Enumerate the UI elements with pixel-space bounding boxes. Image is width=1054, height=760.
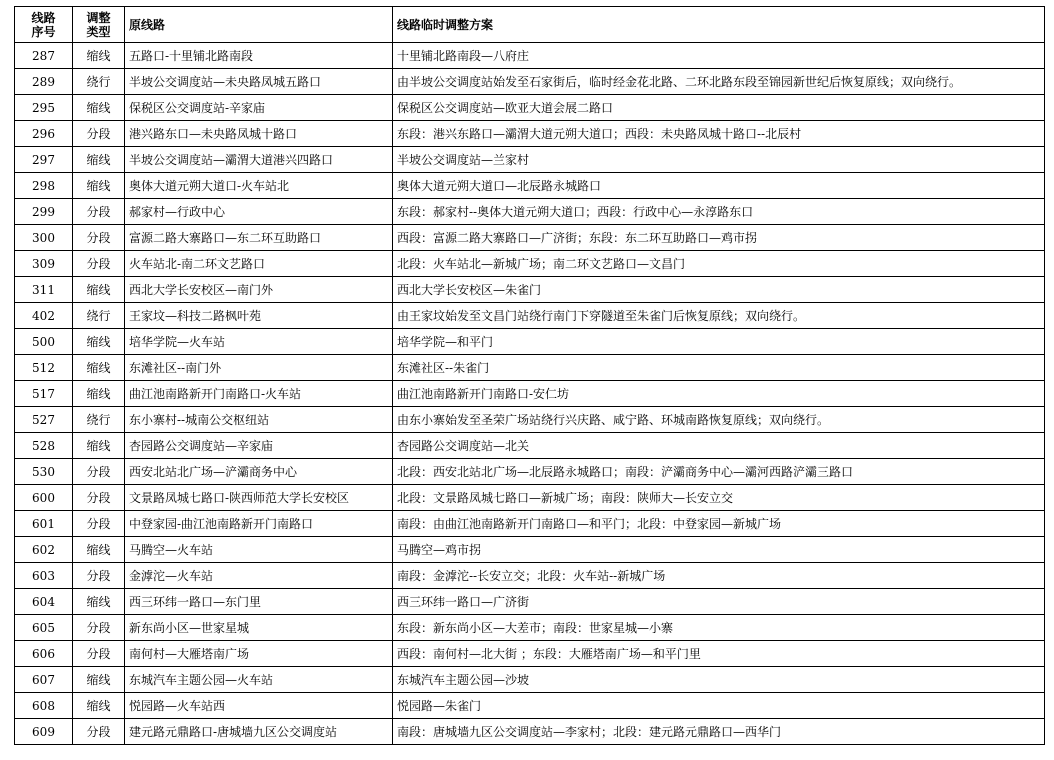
cell-original-route: 半坡公交调度站—灞渭大道港兴四路口 (125, 147, 393, 173)
cell-original-route: 西北大学长安校区—南门外 (125, 277, 393, 303)
cell-route-number: 287 (15, 43, 73, 69)
table-header (15, 7, 1045, 43)
header-row (15, 7, 1045, 43)
cell-route-number: 300 (15, 225, 73, 251)
cell-temporary-plan: 西段：富源二路大寨路口—广济街；东段：东二环互助路口—鸡市拐 (393, 225, 1045, 251)
cell-route-number: 603 (15, 563, 73, 589)
cell-temporary-plan: 东段：港兴东路口—灞渭大道元朔大道口；西段：未央路凤城十路口--北辰村 (393, 121, 1045, 147)
table-row (15, 199, 1045, 225)
cell-route-number: 606 (15, 641, 73, 667)
table-row (15, 511, 1045, 537)
cell-adjustment-type: 缩线 (73, 95, 125, 121)
cell-temporary-plan: 由王家坟始发至文昌门站绕行南门下穿隧道至朱雀门后恢复原线；双向绕行。 (393, 303, 1045, 329)
cell-temporary-plan: 由东小寨始发至圣荣广场站绕行兴庆路、咸宁路、环城南路恢复原线；双向绕行。 (393, 407, 1045, 433)
table-row (15, 69, 1045, 95)
cell-temporary-plan: 西三环纬一路口—广济街 (393, 589, 1045, 615)
cell-adjustment-type: 绕行 (73, 303, 125, 329)
cell-route-number: 608 (15, 693, 73, 719)
header-route-number-line1: 线路 (31, 10, 56, 25)
table-row (15, 225, 1045, 251)
cell-route-number: 602 (15, 537, 73, 563)
cell-adjustment-type: 分段 (73, 641, 125, 667)
cell-route-number: 601 (15, 511, 73, 537)
cell-adjustment-type: 分段 (73, 615, 125, 641)
cell-original-route: 金滹沱—火车站 (125, 563, 393, 589)
cell-adjustment-type: 分段 (73, 225, 125, 251)
cell-adjustment-type: 分段 (73, 199, 125, 225)
cell-temporary-plan: 保税区公交调度站—欧亚大道会展二路口 (393, 95, 1045, 121)
cell-original-route: 杏园路公交调度站—辛家庙 (125, 433, 393, 459)
cell-adjustment-type: 缩线 (73, 355, 125, 381)
cell-original-route: 南何村—大雁塔南广场 (125, 641, 393, 667)
cell-route-number: 299 (15, 199, 73, 225)
cell-route-number: 309 (15, 251, 73, 277)
cell-adjustment-type: 分段 (73, 121, 125, 147)
cell-route-number: 500 (15, 329, 73, 355)
table-row (15, 251, 1045, 277)
cell-route-number: 311 (15, 277, 73, 303)
header-original-route: 原线路 (125, 7, 393, 43)
cell-adjustment-type: 缩线 (73, 667, 125, 693)
header-route-number (15, 7, 73, 43)
cell-adjustment-type: 缩线 (73, 277, 125, 303)
route-adjustment-table (14, 6, 1045, 745)
cell-route-number: 295 (15, 95, 73, 121)
cell-temporary-plan: 杏园路公交调度站—北关 (393, 433, 1045, 459)
header-adjustment-type (73, 7, 125, 43)
cell-temporary-plan: 悦园路—朱雀门 (393, 693, 1045, 719)
cell-route-number: 517 (15, 381, 73, 407)
cell-adjustment-type: 分段 (73, 251, 125, 277)
cell-route-number: 296 (15, 121, 73, 147)
cell-route-number: 530 (15, 459, 73, 485)
cell-adjustment-type: 分段 (73, 485, 125, 511)
cell-temporary-plan: 马腾空—鸡市拐 (393, 537, 1045, 563)
table-row (15, 95, 1045, 121)
cell-adjustment-type: 绕行 (73, 69, 125, 95)
cell-adjustment-type: 缩线 (73, 173, 125, 199)
table-row (15, 537, 1045, 563)
cell-temporary-plan: 半坡公交调度站—兰家村 (393, 147, 1045, 173)
cell-temporary-plan: 东段：新东尚小区—大差市；南段：世家星城—小寨 (393, 615, 1045, 641)
cell-original-route: 五路口-十里铺北路南段 (125, 43, 393, 69)
cell-temporary-plan: 西北大学长安校区—朱雀门 (393, 277, 1045, 303)
cell-original-route: 富源二路大寨路口—东二环互助路口 (125, 225, 393, 251)
table-row (15, 407, 1045, 433)
cell-adjustment-type: 分段 (73, 511, 125, 537)
cell-temporary-plan: 十里铺北路南段—八府庄 (393, 43, 1045, 69)
cell-route-number: 298 (15, 173, 73, 199)
cell-route-number: 605 (15, 615, 73, 641)
cell-adjustment-type: 缩线 (73, 589, 125, 615)
header-adjustment-type-line2: 类型 (86, 24, 111, 39)
cell-temporary-plan: 北段：文景路凤城七路口—新城广场；南段：陕师大—长安立交 (393, 485, 1045, 511)
table-row (15, 147, 1045, 173)
table-row (15, 615, 1045, 641)
cell-original-route: 半坡公交调度站—未央路凤城五路口 (125, 69, 393, 95)
table-row (15, 641, 1045, 667)
cell-original-route: 建元路元鼎路口-唐城墙九区公交调度站 (125, 719, 393, 745)
cell-adjustment-type: 分段 (73, 563, 125, 589)
table-row (15, 433, 1045, 459)
cell-original-route: 王家坟—科技二路枫叶苑 (125, 303, 393, 329)
cell-original-route: 郝家村—行政中心 (125, 199, 393, 225)
cell-temporary-plan: 由半坡公交调度站始发至石家街后，临时经金花北路、二环北路东段至锦园新世纪后恢复原线；双向绕行。 (393, 69, 1045, 95)
cell-route-number: 600 (15, 485, 73, 511)
cell-route-number: 528 (15, 433, 73, 459)
cell-temporary-plan: 南段：由曲江池南路新开门南路口—和平门；北段：中登家园—新城广场 (393, 511, 1045, 537)
cell-temporary-plan: 培华学院—和平门 (393, 329, 1045, 355)
cell-adjustment-type: 缩线 (73, 537, 125, 563)
cell-adjustment-type: 缩线 (73, 147, 125, 173)
table-row (15, 589, 1045, 615)
cell-route-number: 609 (15, 719, 73, 745)
cell-temporary-plan: 东城汽车主题公园—沙坡 (393, 667, 1045, 693)
cell-adjustment-type: 分段 (73, 719, 125, 745)
cell-temporary-plan: 东滩社区--朱雀门 (393, 355, 1045, 381)
table-row (15, 43, 1045, 69)
cell-original-route: 中登家园-曲江池南路新开门南路口 (125, 511, 393, 537)
cell-original-route: 东城汽车主题公园—火车站 (125, 667, 393, 693)
cell-original-route: 西安北站北广场—浐灞商务中心 (125, 459, 393, 485)
cell-temporary-plan: 南段：唐城墙九区公交调度站—李家村；北段：建元路元鼎路口—西华门 (393, 719, 1045, 745)
table-row (15, 693, 1045, 719)
table-body (15, 43, 1045, 745)
cell-route-number: 527 (15, 407, 73, 433)
cell-original-route: 保税区公交调度站-辛家庙 (125, 95, 393, 121)
cell-original-route: 培华学院—火车站 (125, 329, 393, 355)
table-row (15, 719, 1045, 745)
cell-route-number: 607 (15, 667, 73, 693)
cell-adjustment-type: 缩线 (73, 693, 125, 719)
cell-temporary-plan: 东段：郝家村--奥体大道元朔大道口；西段：行政中心—永淳路东口 (393, 199, 1045, 225)
table-row (15, 381, 1045, 407)
cell-temporary-plan: 奥体大道元朔大道口—北辰路永城路口 (393, 173, 1045, 199)
table-row (15, 277, 1045, 303)
header-temporary-plan: 线路临时调整方案 (393, 7, 1045, 43)
cell-original-route: 西三环纬一路口—东门里 (125, 589, 393, 615)
table-row (15, 329, 1045, 355)
cell-temporary-plan: 北段：火车站北—新城广场；南二环文艺路口—文昌门 (393, 251, 1045, 277)
cell-original-route: 东小寨村--城南公交枢纽站 (125, 407, 393, 433)
cell-route-number: 297 (15, 147, 73, 173)
cell-adjustment-type: 缩线 (73, 433, 125, 459)
header-route-number-line2: 序号 (31, 24, 56, 39)
cell-original-route: 新东尚小区—世家星城 (125, 615, 393, 641)
cell-adjustment-type: 缩线 (73, 381, 125, 407)
cell-original-route: 火车站北-南二环文艺路口 (125, 251, 393, 277)
table-row (15, 563, 1045, 589)
cell-original-route: 悦园路—火车站西 (125, 693, 393, 719)
cell-original-route: 文景路凤城七路口-陕西师范大学长安校区 (125, 485, 393, 511)
table-row (15, 173, 1045, 199)
table-row (15, 667, 1045, 693)
cell-temporary-plan: 西段：南何村—北大街 ；东段：大雁塔南广场—和平门里 (393, 641, 1045, 667)
cell-original-route: 奥体大道元朔大道口-火车站北 (125, 173, 393, 199)
route-adjustment-sheet (14, 6, 1044, 745)
header-adjustment-type-line1: 调整 (86, 10, 111, 25)
cell-route-number: 402 (15, 303, 73, 329)
cell-route-number: 604 (15, 589, 73, 615)
cell-temporary-plan: 曲江池南路新开门南路口-安仁坊 (393, 381, 1045, 407)
cell-original-route: 马腾空—火车站 (125, 537, 393, 563)
cell-route-number: 289 (15, 69, 73, 95)
cell-adjustment-type: 缩线 (73, 329, 125, 355)
cell-original-route: 港兴路东口—未央路凤城十路口 (125, 121, 393, 147)
cell-adjustment-type: 分段 (73, 459, 125, 485)
table-row (15, 121, 1045, 147)
cell-adjustment-type: 绕行 (73, 407, 125, 433)
cell-original-route: 曲江池南路新开门南路口-火车站 (125, 381, 393, 407)
table-row (15, 355, 1045, 381)
cell-temporary-plan: 北段：西安北站北广场—北辰路永城路口；南段：浐灞商务中心—灞河西路浐灞三路口 (393, 459, 1045, 485)
cell-route-number: 512 (15, 355, 73, 381)
table-row (15, 485, 1045, 511)
cell-temporary-plan: 南段：金滹沱--长安立交；北段：火车站--新城广场 (393, 563, 1045, 589)
table-row (15, 459, 1045, 485)
cell-adjustment-type: 缩线 (73, 43, 125, 69)
table-row (15, 303, 1045, 329)
cell-original-route: 东滩社区--南门外 (125, 355, 393, 381)
